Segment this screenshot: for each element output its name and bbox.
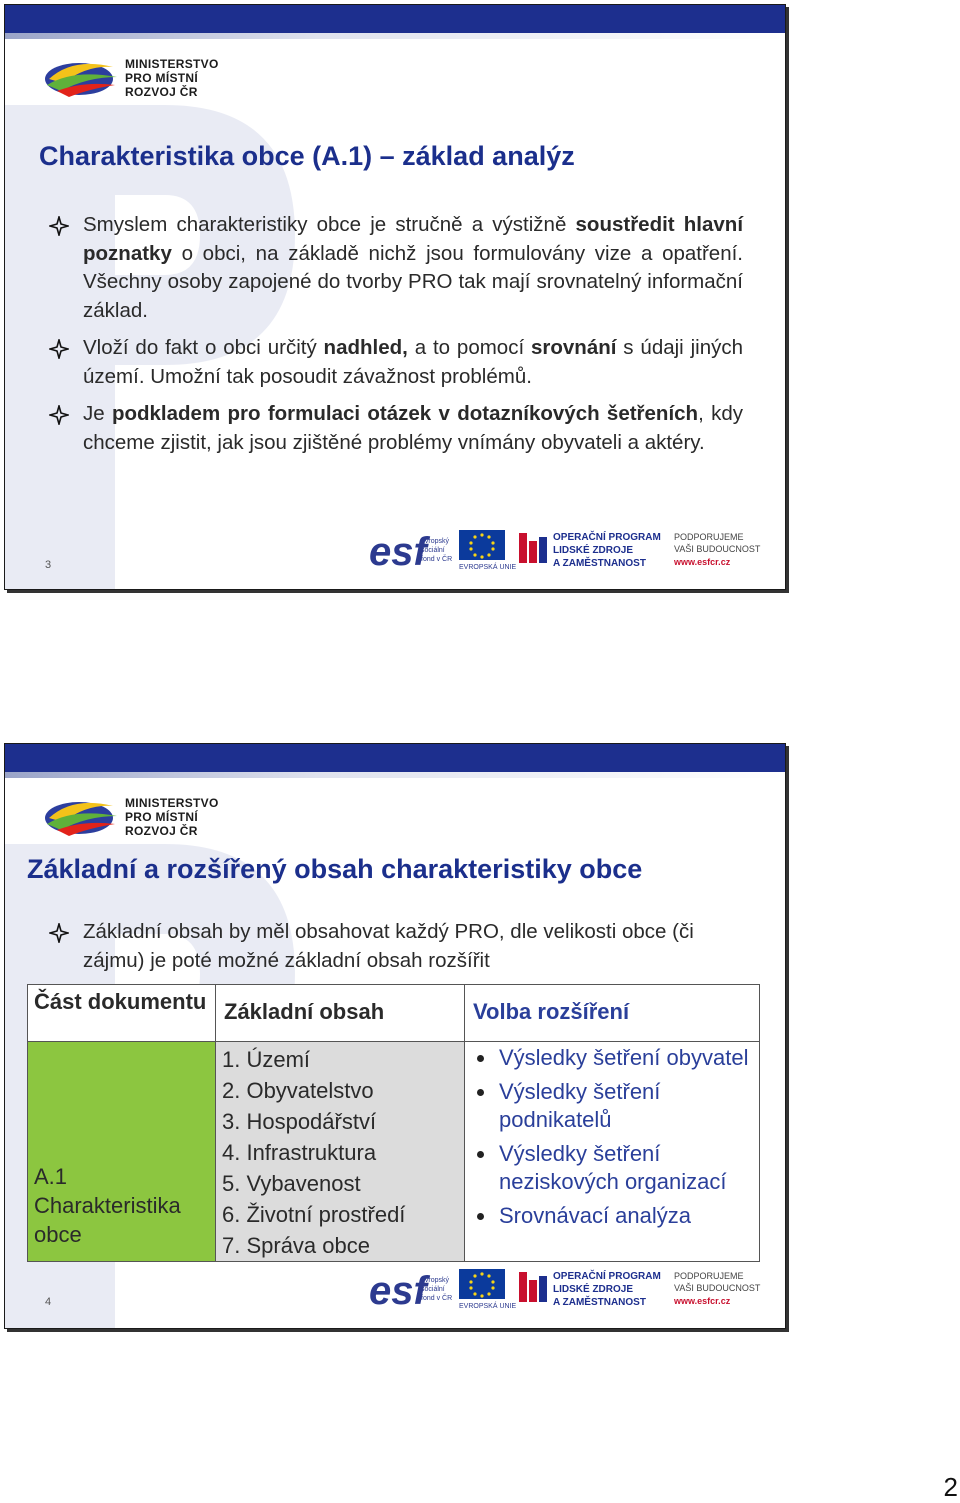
table-header-cell [28,985,216,1042]
list-item [473,1202,759,1231]
list-item: 7. Správa obce [222,1233,370,1258]
list-item: 3. Hospodářství [222,1109,377,1134]
extension-options-cell [465,1042,760,1262]
op-lzz-icon [519,1272,547,1302]
logo-line-2: PRO MÍSTNÍ [125,71,199,85]
table-row [28,1042,760,1262]
support-line-2: VAŠI BUDOUCNOST [674,544,761,554]
bullet-dot-icon [477,1055,484,1062]
document-page-number: 2 [943,1472,958,1502]
list-item [473,1044,759,1073]
bullet-text [83,213,743,322]
bullet-item [43,334,743,391]
list-item [473,1140,759,1197]
op-line-3: A ZAMĚSTNANOST [553,1297,646,1308]
option-text: Výsledky šetření podnikatelů [499,1078,661,1132]
bullet-segment: Vloží do fakt o obci určitý [83,336,324,359]
support-url: www.esfcr.cz [674,1296,731,1306]
eu-label: EVROPSKÁ UNIE [459,564,517,571]
esf-footer-logos [369,527,769,573]
slide-page-number: 4 [45,1296,52,1308]
slide-4 [4,743,786,1329]
bullet-text [83,402,743,454]
bullet-segment: a to pomocí [407,336,531,359]
esf-logo-text: esf [369,530,427,573]
section-label: A.1 Charakteristika obce [34,1164,181,1247]
esf-small-1: evropský [421,538,450,545]
op-line-3: A ZAMĚSTNANOST [553,558,646,569]
ministry-emblem-icon [43,794,123,838]
section-cell [28,1042,216,1262]
support-line-1: PODPORUJEME [674,532,744,542]
esf-footer-logos [369,1266,769,1312]
bullet-dot-icon [477,1213,484,1220]
logo-line-2: PRO MÍSTNÍ [125,810,199,824]
bullet-list [43,918,743,984]
diamond-bullet-icon [49,339,69,359]
bullet-segment: Je [83,402,112,425]
slide-page-number: 3 [45,559,52,571]
op-lzz-icon [519,533,547,563]
logo-line-3: ROZVOJ ČR [125,824,198,838]
logo-line-3: ROZVOJ ČR [125,85,198,99]
esf-small-2: sociální [421,547,445,554]
bullet-dot-icon [477,1089,484,1096]
header-part-of-document: Část dokumentu [34,989,207,1014]
list-item: 4. Infrastruktura [222,1140,377,1165]
header-extension-options: Volba rozšíření [473,999,630,1024]
option-text: Výsledky šetření obyvatel [499,1045,749,1070]
bullet-segment: s údaji jiných území. Umožní tak posoudit závažnost problémů. [83,336,743,388]
bullet-segment-bold: soustředit hlavní poznatky [83,213,744,265]
list-item: 5. Vybavenost [222,1171,361,1196]
bullet-segment: o obci, na základě nichž jsou formulovány vize a opatření. Všechny osoby zapojené do tvorby PRO tak mají srovnatelný informační základ. [83,241,743,322]
slide-3 [4,4,786,590]
bullet-segment-bold: nadhled, [323,336,408,359]
ministry-logo [43,55,233,105]
op-line-2: LIDSKÉ ZDROJE [553,1284,634,1295]
bullet-segment-bold: srovnání [531,336,617,359]
slide-title: Charakteristika obce (A.1) – základ analýz [39,141,575,171]
logo-line-1: MINISTERSTVO [125,57,219,71]
bullet-segment: , kdy chceme zjistit, jak jsou zjištěné problémy vnímány obyvateli a aktéry. [83,402,743,454]
esf-small-2: sociální [421,1286,445,1293]
ministry-logo [43,794,233,844]
esf-logo-text: esf [369,1269,427,1312]
support-line-1: PODPORUJEME [674,1271,744,1281]
list-item: 1. Území [222,1047,311,1072]
content-table [27,984,760,1262]
bullet-dot-icon [477,1151,484,1158]
logo-line-1: MINISTERSTVO [125,796,219,810]
esf-small-1: evropský [421,1277,450,1284]
diamond-bullet-icon [49,923,69,943]
op-line-1: OPERAČNÍ PROGRAM [553,532,661,543]
bullet-segment: Smyslem charakteristiky obce je stručně a výstižně [83,213,576,236]
extension-options-list [465,1042,759,1230]
slide-top-bar [5,5,785,39]
bullet-list [43,211,743,466]
op-line-1: OPERAČNÍ PROGRAM [553,1271,661,1282]
ministry-emblem-icon [43,55,123,99]
table-header-cell [216,985,465,1042]
diamond-bullet-icon [49,405,69,425]
basic-content-list [216,1042,464,1261]
bullet-item [43,918,743,975]
diamond-bullet-icon [49,216,69,236]
bullet-segment-bold: podkladem pro formulaci otázek v dotazníkových šetřeních [111,402,699,425]
list-item [473,1078,759,1135]
basic-content-cell [216,1042,465,1262]
option-text: Výsledky šetření neziskových organizací [499,1140,727,1194]
support-line-2: VAŠI BUDOUCNOST [674,1283,761,1293]
table-header-row [28,985,760,1042]
support-url: www.esfcr.cz [674,557,731,567]
option-text: Srovnávací analýza [499,1202,691,1228]
list-item: 6. Životní prostředí [222,1202,406,1227]
slide-title: Základní a rozšířený obsah charakteristiky obce [27,854,643,884]
bullet-item [43,400,743,457]
header-basic-content: Základní obsah [224,999,385,1024]
esf-small-3: fond v ČR [421,556,453,563]
bullet-text [83,336,743,388]
esf-small-3: fond v ČR [421,1295,453,1302]
bullet-text: Základní obsah by měl obsahovat každý PRO, dle velikosti obce (či zájmu) je poté možné základní obsah rozšířit [83,920,694,972]
eu-label: EVROPSKÁ UNIE [459,1303,517,1310]
slide-top-bar [5,744,785,778]
bullet-item [43,211,743,325]
list-item: 2. Obyvatelstvo [222,1078,374,1103]
op-line-2: LIDSKÉ ZDROJE [553,545,634,556]
table-header-cell [465,985,760,1042]
